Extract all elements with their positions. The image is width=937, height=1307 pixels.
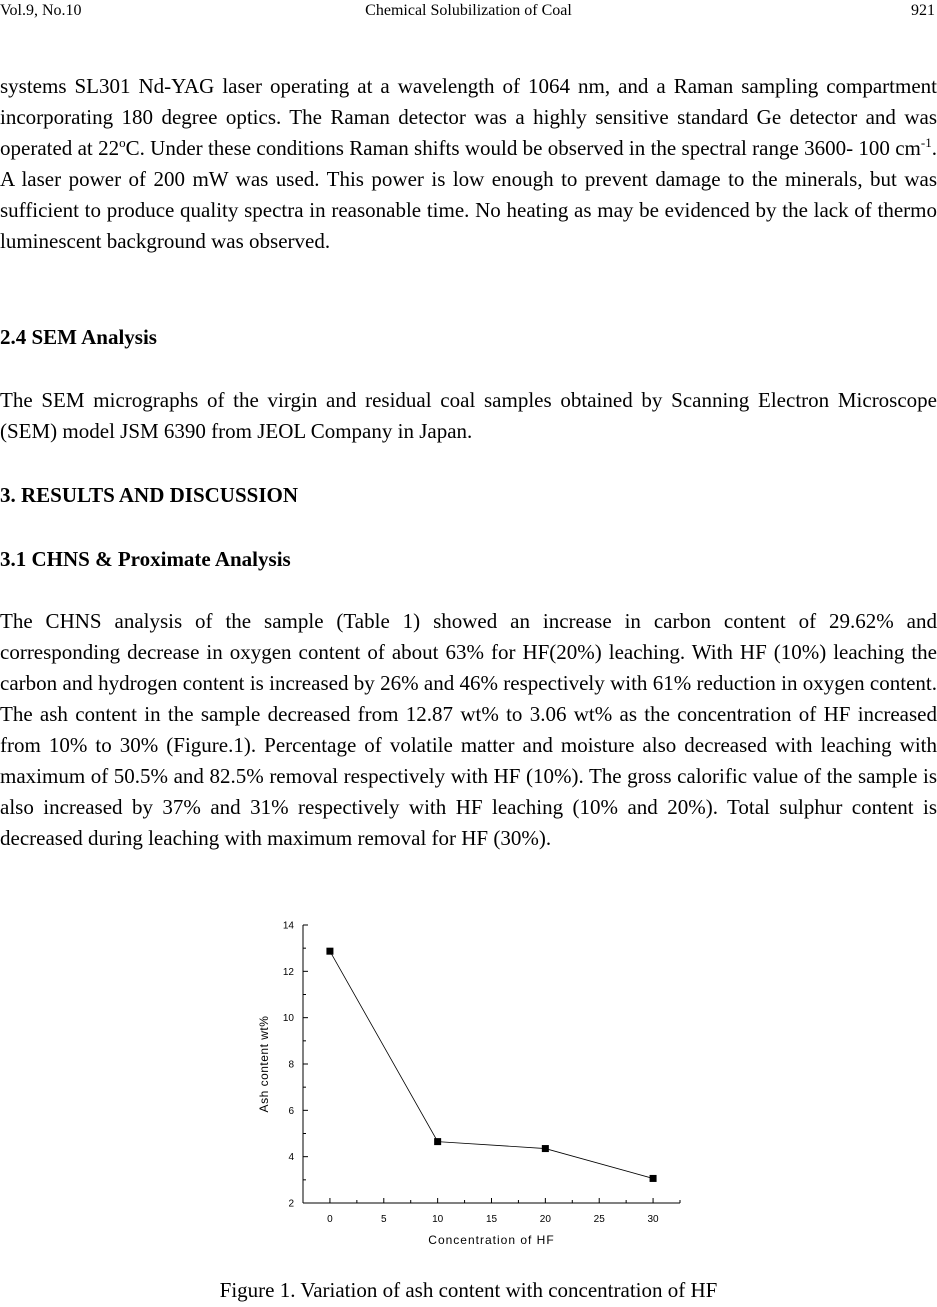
y-tick-label: 14 bbox=[282, 920, 294, 932]
y-tick-label: 12 bbox=[282, 966, 294, 978]
y-tick-label: 10 bbox=[282, 1013, 294, 1025]
x-tick-label: 5 bbox=[381, 1214, 387, 1225]
running-header-title: Chemical Solubilization of Coal bbox=[365, 2, 572, 19]
section-heading-chns: 3.1 CHNS & Proximate Analysis bbox=[0, 547, 291, 571]
series-line bbox=[330, 951, 653, 1178]
paragraph-chns: The CHNS analysis of the sample (Table 1) showed an increase in carbon content of 29.62% and corresponding decrease in oxygen content of about 63% for HF(20%) leaching. With HF (10%) leaching the carbon and hydrogen content is increased by 26% and 46% respectively with 61% reduction in oxygen content. The ash content in the sample decreased from 12.87 wt% to 3.06 wt% as the concentration of HF increased from 10% to 30% (Figure.1). Percentage of volatile matter and moisture also decreased with leaching with maximum of 50.5% and 82.5% removal respectively with HF (10%). The gross calorific value of the sample is also increased by 37% and 31% respectively with HF leaching (10% and 20%). Total sulphur content is decreased during leaching with maximum removal for HF (30%). bbox=[0, 609, 937, 850]
x-tick-label: 15 bbox=[485, 1214, 498, 1225]
x-tick-label: 0 bbox=[327, 1214, 333, 1225]
y-tick-label: 6 bbox=[288, 1105, 294, 1117]
y-axis-label: Ash content wt% bbox=[257, 1015, 271, 1113]
paragraph-raman bbox=[0, 71, 937, 257]
chart-axes bbox=[283, 921, 680, 1226]
running-header-volume: Vol.9, No.10 bbox=[0, 2, 82, 19]
section-heading-results: 3. RESULTS AND DISCUSSION bbox=[0, 483, 298, 507]
x-tick-label: 20 bbox=[539, 1214, 551, 1225]
x-axis-label: Concentration of HF bbox=[428, 1233, 555, 1247]
y-tick-label: 2 bbox=[288, 1198, 294, 1210]
chart-plot-area bbox=[326, 948, 656, 1182]
paragraph-raman-part-a: systems SL301 Nd-YAG laser operating at a wavelength of 1064 nm, and a Raman sampling compartment incorporating 180 degree optics. The Raman detector was a highly sensitive standard Ge detector and was operated at 22 bbox=[0, 74, 937, 160]
data-point-marker bbox=[326, 948, 333, 955]
paragraph-raman-part-b: C. Under these conditions Raman shifts would be observed in the spectral range 3600- 100 cm bbox=[125, 136, 921, 160]
ash-content-chart bbox=[240, 915, 700, 1255]
x-tick-label: 10 bbox=[432, 1214, 444, 1225]
x-tick-label: 25 bbox=[593, 1214, 605, 1225]
superscript-inverse: -1 bbox=[920, 135, 932, 150]
superscript-degree: o bbox=[119, 135, 126, 150]
data-point-marker bbox=[650, 1175, 657, 1182]
data-point-marker bbox=[542, 1145, 549, 1152]
y-tick-label: 8 bbox=[288, 1059, 294, 1071]
paragraph-sem: The SEM micrographs of the virgin and residual coal samples obtained by Scanning Electron Microscope (SEM) model JSM 6390 from JEOL Company in Japan. bbox=[0, 388, 937, 443]
page-number: 921 bbox=[911, 2, 935, 19]
x-tick-label: 30 bbox=[647, 1214, 659, 1225]
figure-caption: Figure 1. Variation of ash content with concentration of HF bbox=[219, 1278, 718, 1302]
paragraph-raman-part-c: . A laser power of 200 mW was used. This power is low enough to prevent damage to the minerals, but was sufficient to produce quality spectra in reasonable time. No heating as may be evidenced by the lack of thermo luminescent background was observed. bbox=[0, 136, 937, 253]
y-tick-label: 4 bbox=[288, 1152, 294, 1164]
data-point-marker bbox=[434, 1138, 441, 1145]
section-heading-sem: 2.4 SEM Analysis bbox=[0, 325, 157, 349]
